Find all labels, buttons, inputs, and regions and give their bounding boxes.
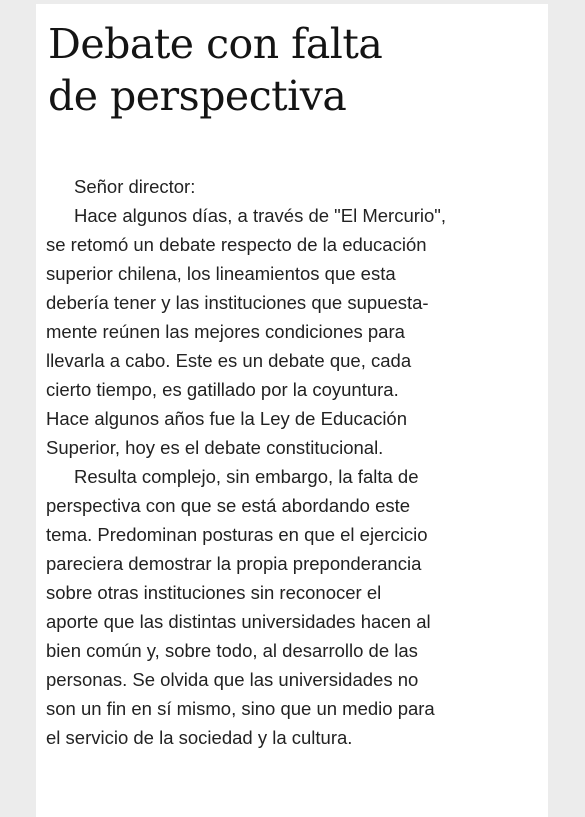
headline-line: Debate con falta	[48, 20, 383, 68]
text-line: Superior, hoy es el debate constitucional.	[46, 437, 384, 458]
text-line: Resulta complejo, sin embargo, la falta de	[74, 466, 419, 487]
paragraph-2	[46, 462, 546, 752]
text-line: personas. Se olvida que las universidades no	[46, 669, 419, 690]
salutation: Señor director:	[74, 176, 196, 197]
text-line: llevarla a cabo. Este es un debate que, cada	[46, 350, 412, 371]
text-line: se retomó un debate respecto de la educación	[46, 234, 427, 255]
text-line: pareciera demostrar la propia preponderancia	[46, 553, 422, 574]
text-line: aporte que las distintas universidades hacen al	[46, 611, 431, 632]
paragraph-1	[46, 201, 546, 462]
text-line: debería tener y las instituciones que supuesta-	[46, 292, 429, 313]
text-line: Hace algunos años fue la Ley de Educación	[46, 408, 408, 429]
text-line: cierto tiempo, es gatillado por la coyuntura.	[46, 379, 399, 400]
text-line: mente reúnen las mejores condiciones para	[46, 321, 405, 342]
headline-line: de perspectiva	[48, 72, 347, 120]
text-line: tema. Predominan posturas en que el ejercicio	[46, 524, 428, 545]
article-headline	[48, 18, 382, 122]
text-line: el servicio de la sociedad y la cultura.	[46, 727, 353, 748]
article-body	[46, 172, 546, 752]
text-line: superior chilena, los lineamientos que esta	[46, 263, 396, 284]
text-line: sobre otras instituciones sin reconocer el	[46, 582, 382, 603]
text-line: Hace algunos días, a través de "El Mercurio",	[74, 205, 447, 226]
text-line: bien común y, sobre todo, al desarrollo de las	[46, 640, 418, 661]
newspaper-clipping	[36, 4, 548, 817]
text-line: perspectiva con que se está abordando este	[46, 495, 411, 516]
text-line: son un fin en sí mismo, sino que un medio para	[46, 698, 435, 719]
